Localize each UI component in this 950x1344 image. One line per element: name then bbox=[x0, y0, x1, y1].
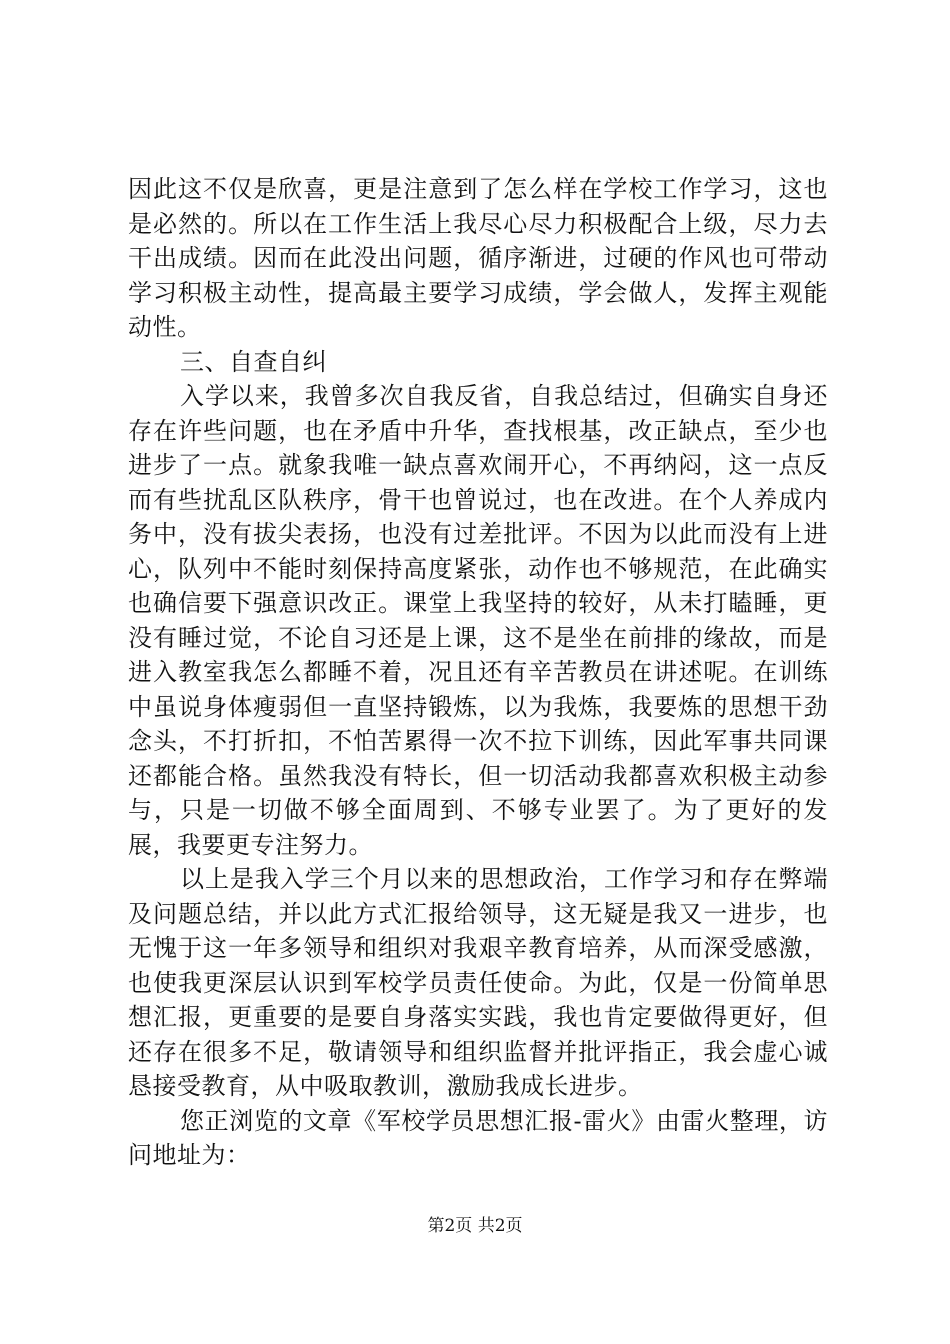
paragraph-summary: 以上是我入学三个月以来的思想政治，工作学习和存在弊端及问题总结，并以此方式汇报给领导，这无疑是我又一进步，也无愧于这一年多领导和组织对我艰辛教育培养，从而深受感激，也使我更深层认识到军校学员责任使命。为此，仅是一份简单思想汇报，更重要的是要自身落实实践，我也肯定要做得更好，但还存在很多不足，敬请领导和组织监督并批评指正，我会虚心诚恳接受教育，从中吸取教训，激励我成长进步。 bbox=[128, 865, 828, 1100]
section-heading-self-check: 三、自查自纠 bbox=[180, 347, 327, 376]
paragraph-intro: 因此这不仅是欣喜，更是注意到了怎么样在学校工作学习，这也是必然的。所以在工作生活上我尽心尽力积极配合上级，尽力去干出成绩。因而在此没出问题，循序渐进，过硬的作风也可带动学习积极主动性，提高最主要学习成绩，学会做人，发挥主观能动性。 bbox=[128, 175, 828, 341]
paragraph-self-check: 入学以来，我曾多次自我反省，自我总结过，但确实自身还存在许些问题，也在矛盾中升华，查找根基，改正缺点，至少也进步了一点。就象我唯一缺点喜欢闹开心，不再纳闷，这一点反而有些扰乱区队秩序，骨干也曾说过，也在改进。在个人养成内务中，没有拔尖表扬，也没有过差批评。不因为以此而没有上进心，队列中不能时刻保持高度紧张，动作也不够规范，在此确实也确信要下强意识改正。课堂上我坚持的较好，从未打瞌睡，更没有睡过觉，不论自习还是上课，这不是坐在前排的缘故，而是进入教室我怎么都睡不着，况且还有辛苦教员在讲述呢。在训练中虽说身体瘦弱但一直坚持锻炼，以为我炼，我要炼的思想干劲念头，不打折扣，不怕苦累得一次不拉下训练，因此军事共同课还都能合格。虽然我没有特长，但一切活动我都喜欢积极主动参与，只是一切做不够全面周到、不够专业罢了。为了更好的发展，我要更专注努力。 bbox=[128, 382, 828, 859]
page-number: 第2页 共2页 bbox=[427, 1216, 523, 1236]
document-body bbox=[128, 172, 828, 1173]
page-footer bbox=[0, 1214, 950, 1238]
paragraph-source-note: 您正浏览的文章《军校学员思想汇报-雷火》由雷火整理，访问地址为： bbox=[128, 1106, 828, 1169]
